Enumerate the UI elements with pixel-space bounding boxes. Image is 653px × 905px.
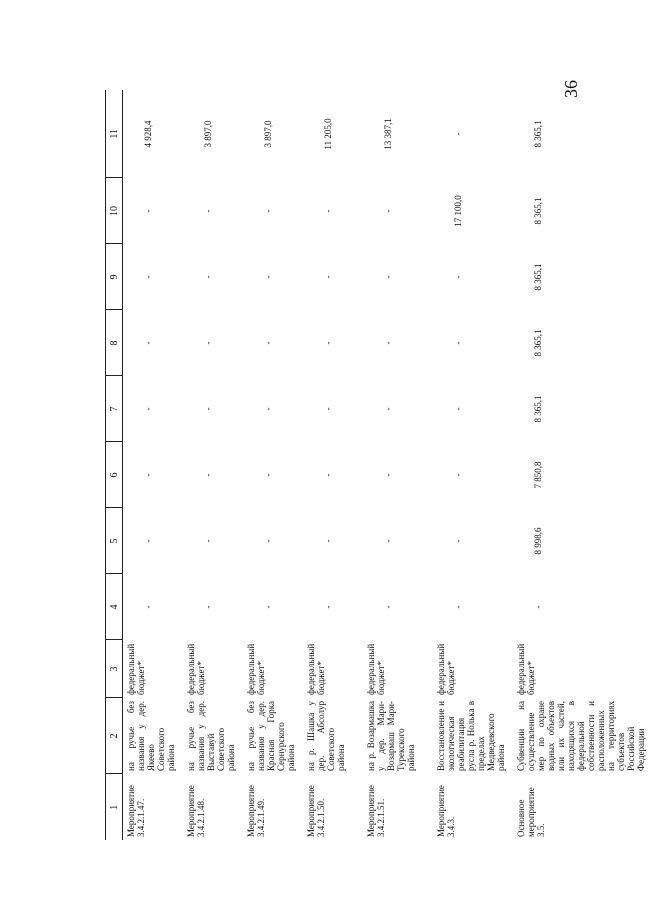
value-cell: - (453, 539, 463, 543)
column-header: 1 (106, 774, 123, 840)
funding-source: федеральный бюджет* (366, 643, 386, 695)
value-cell: - (203, 341, 213, 345)
column-header: 2 (106, 698, 123, 774)
value-cell: - (453, 407, 463, 411)
value-cell: 8 998,6 (533, 527, 543, 555)
funding-source: федеральный бюджет* (126, 643, 146, 695)
value-cell: - (383, 275, 393, 279)
value-cell: - (323, 605, 333, 609)
value-cell: 8 365,1 (533, 197, 543, 225)
activity-code: Мероприятие 3.4.2.1.47. (126, 785, 146, 837)
value-cell: 11 205,0 (323, 118, 333, 150)
value-cell: - (203, 473, 213, 477)
column-header: 8 (106, 310, 123, 376)
column-header: 11 (106, 90, 123, 178)
column-header: 10 (106, 178, 123, 244)
value-cell: - (383, 341, 393, 345)
value-cell: 3 897,0 (263, 120, 273, 148)
table-row (363, 90, 433, 840)
value-cell: - (263, 275, 273, 279)
value-cell: - (453, 132, 463, 136)
activity-code: Мероприятие 3.4.2.1.51. (366, 785, 386, 837)
activity-description: на р. Возармашка у дер. Мари-Возармаш Мари-Турекского района (366, 701, 416, 771)
activity-code: Основное мероприятие 3.5. (516, 787, 546, 837)
funding-source: федеральный бюджет* (436, 643, 456, 695)
column-header: 6 (106, 442, 123, 508)
value-cell: - (263, 341, 273, 345)
funding-source: федеральный бюджет* (306, 643, 326, 695)
activity-description: на ручье без названия у дер. Красная Горка Сернурского района (246, 701, 296, 771)
value-cell: - (383, 473, 393, 477)
table-row (433, 90, 513, 840)
value-cell: - (323, 275, 333, 279)
value-cell: - (143, 275, 153, 279)
value-cell: 3 897,0 (203, 120, 213, 148)
activity-code: Мероприятие 3.4.2.1.50. (306, 785, 326, 837)
value-cell: - (383, 605, 393, 609)
value-cell: 7 850,8 (533, 461, 543, 489)
value-cell: 8 365,1 (533, 395, 543, 423)
value-cell: - (143, 539, 153, 543)
value-cell: 13 387,1 (383, 118, 393, 150)
value-cell: - (323, 341, 333, 345)
value-cell: - (143, 341, 153, 345)
value-cell: - (453, 275, 463, 279)
value-cell: - (323, 209, 333, 213)
column-header: 3 (106, 640, 123, 698)
funding-source: федеральный бюджет* (246, 643, 266, 695)
activity-code: Мероприятие 3.4.3. (436, 785, 456, 837)
column-header: 4 (106, 574, 123, 640)
value-cell: 4 928,4 (143, 120, 153, 148)
value-cell: 8 365,1 (533, 329, 543, 357)
column-header: 7 (106, 376, 123, 442)
value-cell: - (203, 539, 213, 543)
activity-description: на ручье без названия у дер. Выставуй Советского района (186, 701, 236, 771)
value-cell: - (263, 407, 273, 411)
value-cell: - (143, 209, 153, 213)
funding-source: федеральный бюджет* (516, 643, 536, 695)
value-cell: - (383, 539, 393, 543)
column-header: 5 (106, 508, 123, 574)
value-cell: - (203, 605, 213, 609)
value-cell: - (263, 605, 273, 609)
value-cell: 8 365,1 (533, 263, 543, 291)
value-cell: - (263, 473, 273, 477)
activity-description: Субвенции на осуществление мер по охране водных объектов или их частей, находящихся в федеральной собственности и расположенных на территориях субъектов Российской Федерации (516, 701, 646, 771)
value-cell: - (323, 539, 333, 543)
activity-description: на р. Шашка у дер. Абсолур Советского района (306, 701, 346, 771)
value-cell: - (143, 605, 153, 609)
value-cell: - (383, 407, 393, 411)
value-cell: - (323, 473, 333, 477)
value-cell: - (143, 407, 153, 411)
table-row (183, 90, 243, 840)
table-row (513, 90, 653, 840)
activity-description: на ручье без названия у дер. Якеево Советского района (126, 701, 176, 771)
value-cell: - (203, 407, 213, 411)
budget-table (105, 90, 653, 840)
value-cell: - (533, 605, 543, 609)
activity-code: Мероприятие 3.4.2.1.48. (186, 785, 206, 837)
value-cell: - (263, 209, 273, 213)
value-cell: 8 365,1 (533, 120, 543, 148)
activity-description: Восстановление и экологическая реабилитация русла р. Нолька в пределах Медведевского района (436, 701, 506, 771)
table-row (243, 90, 303, 840)
value-cell: - (263, 539, 273, 543)
value-cell: - (383, 209, 393, 213)
table-row (123, 90, 184, 840)
value-cell: - (323, 407, 333, 411)
table-row (303, 90, 363, 840)
value-cell: - (143, 473, 153, 477)
value-cell: - (453, 605, 463, 609)
page-number: 36 (561, 80, 581, 98)
rotated-table-wrapper (105, 110, 646, 840)
activity-code: Мероприятие 3.4.2.1.49. (246, 785, 266, 837)
value-cell: - (203, 209, 213, 213)
value-cell: - (203, 275, 213, 279)
value-cell: - (453, 473, 463, 477)
table-header (106, 90, 123, 840)
value-cell: 17 100,0 (453, 195, 463, 227)
funding-source: федеральный бюджет* (186, 643, 206, 695)
column-header: 9 (106, 244, 123, 310)
value-cell: - (453, 341, 463, 345)
